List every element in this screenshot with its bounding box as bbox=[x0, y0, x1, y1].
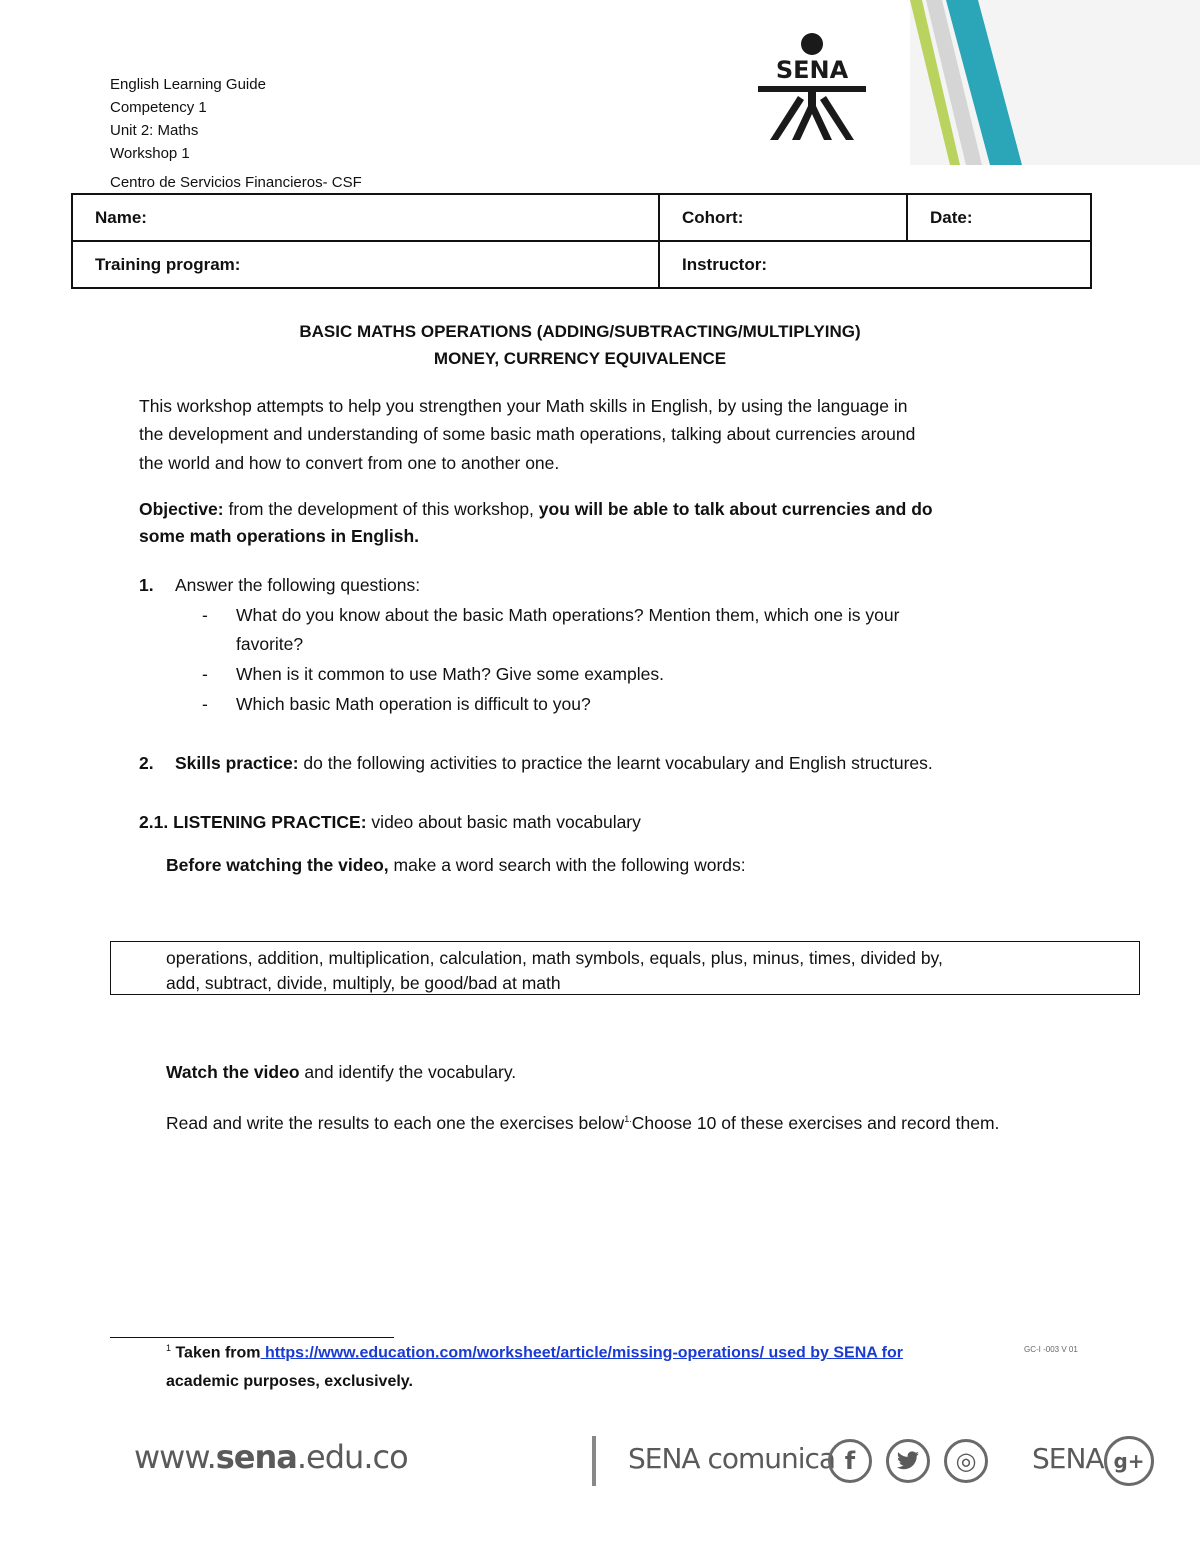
cohort-field[interactable]: Cohort: bbox=[659, 194, 907, 241]
intro-line-1: This workshop attempts to help you strengthen your Math skills in English, by using the language in bbox=[139, 396, 908, 416]
item-2-1 bbox=[139, 808, 641, 837]
item-1-number: 1. bbox=[139, 575, 154, 595]
instagram-icon[interactable]: ◎ bbox=[944, 1439, 988, 1483]
worksheet-title: BASIC MATHS OPERATIONS (ADDING/SUBTRACTING/MULTIPLYING) bbox=[299, 322, 861, 341]
objective-label: Objective: bbox=[139, 499, 224, 519]
instructor-field[interactable]: Instructor: bbox=[659, 241, 1091, 288]
footnote-link[interactable]: https://www.education.com/worksheet/article/missing-operations/ bbox=[260, 1344, 765, 1362]
objective-bold-2: some math operations in English. bbox=[139, 526, 420, 546]
item-2-1-text: video about basic math vocabulary bbox=[366, 812, 641, 832]
question-3: Which basic Math operation is difficult to you? bbox=[236, 694, 591, 714]
unit: Unit 2: Maths bbox=[110, 122, 199, 139]
footer-url-brand: sena bbox=[215, 1438, 297, 1476]
read-text-1: Read and write the results to each one the exercises below bbox=[166, 1112, 625, 1133]
footnote bbox=[166, 1343, 903, 1362]
watch-instruction bbox=[166, 1058, 516, 1087]
worksheet-subtitle: MONEY, CURRENCY EQUIVALENCE bbox=[433, 349, 727, 368]
intro-line-2: the development and understanding of some basic math operations, talking about currencies around bbox=[139, 424, 916, 444]
footnote-line-2: academic purposes, exclusively. bbox=[166, 1373, 413, 1390]
footnote-rule bbox=[110, 1337, 394, 1338]
header-decoration bbox=[910, 0, 1200, 165]
document-code: GC-I -003 V 01 bbox=[1024, 1345, 1078, 1354]
twitter-icon[interactable] bbox=[886, 1439, 930, 1483]
training-program-field[interactable]: Training program: bbox=[72, 241, 659, 288]
bullet-dash: - bbox=[202, 605, 208, 625]
item-2-1-label: LISTENING PRACTICE: bbox=[173, 812, 367, 832]
guide-title: English Learning Guide bbox=[110, 76, 266, 93]
footer-url-pre: www. bbox=[134, 1438, 216, 1476]
before-watching bbox=[166, 851, 746, 880]
facebook-icon[interactable]: f bbox=[828, 1439, 872, 1483]
item-2-number: 2. bbox=[139, 753, 154, 773]
read-instruction bbox=[166, 1105, 999, 1138]
question-2: When is it common to use Math? Give some examples. bbox=[236, 664, 664, 684]
student-info-table bbox=[71, 193, 1092, 289]
footnote-number: 1 bbox=[166, 1343, 172, 1353]
footnote-prefix: Taken from bbox=[171, 1344, 261, 1362]
bullet-dash: - bbox=[202, 694, 208, 714]
watch-label: Watch the video bbox=[166, 1062, 300, 1082]
question-1: What do you know about the basic Math operations? Mention them, which one is your bbox=[236, 605, 900, 625]
center-name: Centro de Servicios Financieros- CSF bbox=[110, 174, 362, 191]
google-plus-icon[interactable]: g+ bbox=[1104, 1436, 1154, 1486]
objective-bold-1: you will be able to talk about currencies and do bbox=[538, 499, 933, 519]
objective-text: from the development of this workshop, bbox=[223, 499, 539, 519]
footer-url-post: .edu.co bbox=[296, 1438, 408, 1476]
question-1-cont: favorite? bbox=[236, 634, 304, 654]
before-text: make a word search with the following words: bbox=[388, 855, 746, 875]
vocabulary-line-2: add, subtract, divide, multiply, be good/bad at math bbox=[166, 973, 561, 993]
item-2-label: Skills practice: bbox=[175, 753, 299, 773]
item-2-text: do the following activities to practice the learnt vocabulary and English structures. bbox=[298, 753, 933, 773]
bullet-dash: - bbox=[202, 664, 208, 684]
workshop: Workshop 1 bbox=[110, 145, 190, 162]
svg-text:SENA: SENA bbox=[775, 56, 849, 84]
footer-url[interactable] bbox=[134, 1438, 408, 1476]
vocabulary-line-1: operations, addition, multiplication, calculation, math symbols, equals, plus, minus, times, divided by, bbox=[166, 948, 943, 968]
item-1-text: Answer the following questions: bbox=[175, 575, 421, 595]
sena-logo bbox=[752, 32, 872, 144]
item-2-1-number: 2.1. bbox=[139, 812, 169, 832]
footnote-ref[interactable]: 1. bbox=[624, 1114, 632, 1124]
read-text-2: Choose 10 of these exercises and record them. bbox=[631, 1112, 1000, 1133]
item-2 bbox=[175, 749, 933, 778]
footnote-suffix[interactable]: used by SENA for bbox=[764, 1344, 903, 1362]
before-label: Before watching the video, bbox=[166, 855, 389, 875]
competency: Competency 1 bbox=[110, 99, 207, 116]
sena-comunica: SENA comunica bbox=[628, 1442, 836, 1475]
objective bbox=[139, 495, 933, 524]
intro-line-3: the world and how to convert from one to another one. bbox=[139, 453, 560, 473]
date-field[interactable]: Date: bbox=[907, 194, 1091, 241]
watch-text: and identify the vocabulary. bbox=[299, 1062, 517, 1082]
sena-gplus-label: SENA bbox=[1032, 1442, 1104, 1475]
name-field[interactable]: Name: bbox=[72, 194, 659, 241]
footer-separator bbox=[592, 1436, 596, 1486]
